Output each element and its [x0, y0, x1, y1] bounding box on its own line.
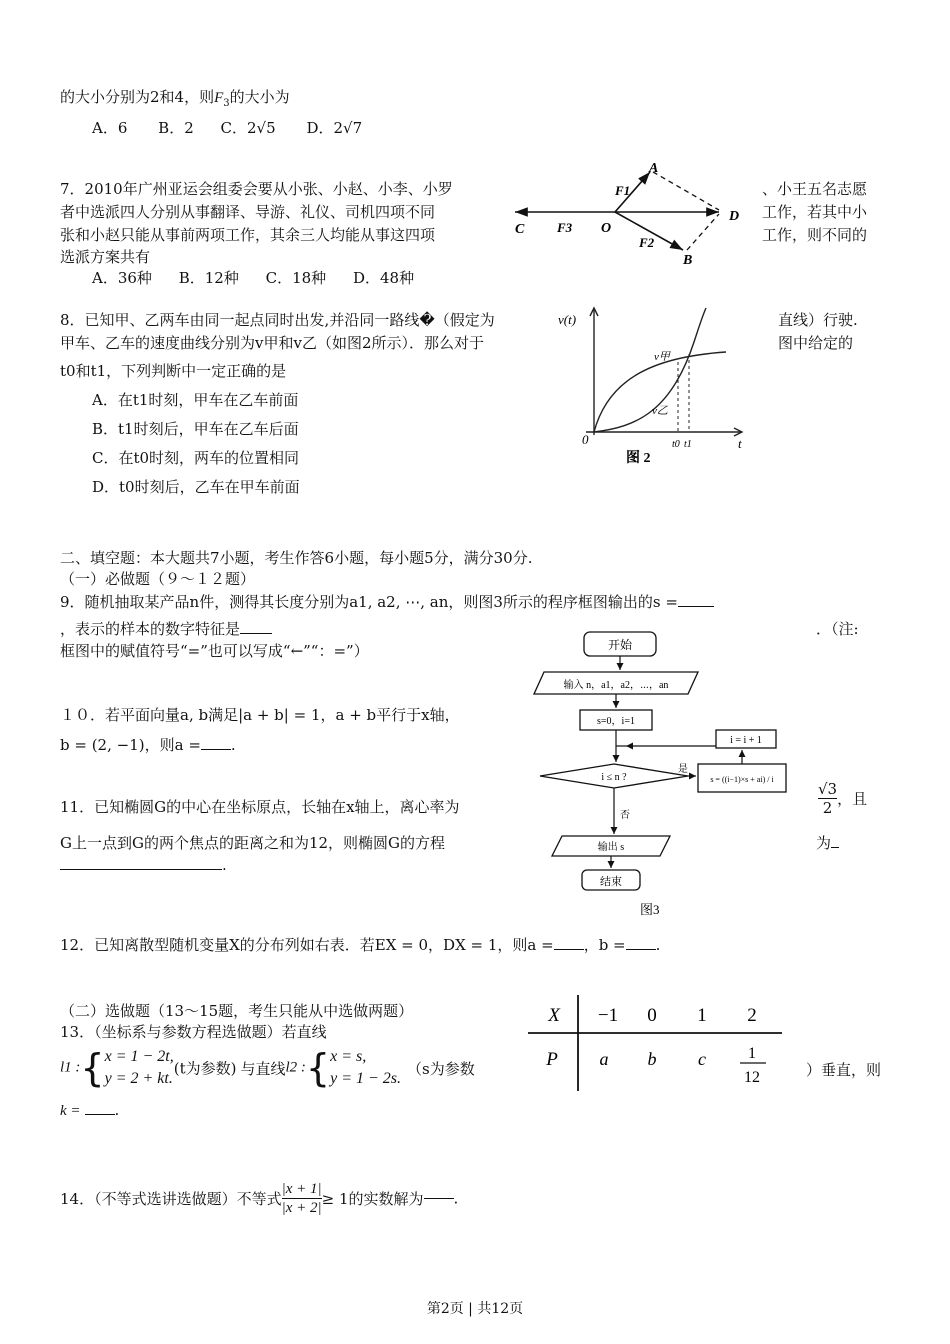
table-header-1: 1 — [697, 1005, 707, 1026]
q13-l1-name: l1 : — [60, 1059, 81, 1076]
q8-line-3: t0和t1，下列判断中一定正确的是 — [60, 362, 287, 380]
graph-label-v-yi: v乙 — [652, 405, 668, 417]
optional-section-title: （二）选做题（13～15题，考生只能从中选做两题） — [60, 1002, 414, 1020]
label-d: D — [729, 209, 740, 224]
q11-line-3 — [60, 856, 227, 874]
q9-line-2-text: ，表示的样本的数字特征是 — [60, 620, 241, 638]
q9-line-1 — [60, 591, 714, 612]
q11-frac-den: 2 — [822, 799, 833, 817]
q11-frac-num: √3 — [818, 780, 838, 798]
graph-label-t1: t1 — [684, 439, 692, 450]
q14-fraction — [282, 1180, 322, 1217]
dashed-ad — [653, 172, 719, 210]
distribution-table — [528, 993, 784, 1093]
q6-stem-end: 的大小为 — [229, 88, 290, 106]
q6-options — [92, 117, 362, 138]
page-footer: 第2页 | 共12页 — [426, 1301, 524, 1317]
q11-line-1: 11．已知椭圆G的中心在坐标原点，长轴在x轴上，离心率为 — [60, 798, 460, 816]
q14-frac-num: |x + 1| — [281, 1181, 322, 1197]
graph-xlabel: t — [738, 436, 742, 451]
q9-blank-1[interactable] — [678, 606, 714, 607]
q13-title: 13．（坐标系与参数方程选做题）若直线 — [60, 1023, 327, 1041]
q7-line-3-right: 工作，则不同的 — [762, 226, 868, 244]
label-f2: F2 — [639, 235, 655, 250]
force-vector-figure — [505, 160, 755, 265]
q12-line — [60, 934, 660, 955]
q6-option-a: A．6 — [92, 119, 128, 137]
curve-v-yi — [594, 308, 706, 432]
flow-no-label: 否 — [620, 810, 630, 821]
q14-end: . — [453, 1189, 459, 1208]
label-f3: F3 — [557, 220, 573, 235]
q13-after: （s为参数 — [407, 1059, 475, 1078]
q11-fraction-group — [818, 780, 867, 817]
section-2-required: （一）必做题（９～１２题） — [60, 570, 256, 588]
q13-blank[interactable] — [85, 1114, 115, 1115]
label-o: O — [601, 221, 612, 236]
q7-option-a: A．36种 — [92, 269, 152, 287]
q11-line-3-end: . — [222, 856, 227, 874]
table-cell-c: c — [698, 1049, 706, 1069]
label-b: B — [683, 253, 693, 265]
q11-line-2-right: 为 — [816, 834, 832, 852]
graph-origin: 0 — [582, 432, 589, 447]
flowchart-figure — [530, 628, 795, 920]
flow-increment-text: i = i + 1 — [730, 735, 762, 746]
q13-equations: l1 :{ x = 1 − 2t, y = 2 + kt. (t为参数) 与直线l2 :{ x = s, y = 1 − 2s. （s为参数 — [60, 1046, 475, 1090]
q13-l2-eq2: y = 1 − 2s. — [330, 1070, 402, 1087]
table-cell-p: P — [546, 1049, 558, 1070]
q12-end: . — [655, 936, 661, 954]
q11-line-2: G上一点到G的两个焦点的距离之和为12，则椭圆G的方程 — [60, 834, 446, 852]
q14-line — [60, 1180, 458, 1217]
q10-line-2-end: . — [230, 736, 236, 754]
q6-option-b: B．2 — [158, 119, 194, 137]
q7-option-b: B．12种 — [178, 269, 239, 287]
q13-l1-param: (t为参数) — [173, 1059, 237, 1078]
q13-l2-name: l2 : — [285, 1059, 306, 1076]
q6-option-c: C．2√5 — [220, 119, 276, 137]
q9-blank-2[interactable] — [240, 633, 272, 634]
q13-l1-system — [105, 1046, 174, 1090]
q8-line-2-right: 图中给定的 — [778, 334, 854, 352]
flow-caption: 图3 — [640, 902, 660, 917]
q10-line-1: １０．若平面向量a, b满足|a + b| = 1，a + b平行于x轴， — [60, 706, 460, 724]
q7-line-4: 选派方案共有 — [60, 248, 151, 266]
table-header-x: X — [548, 1005, 560, 1026]
q14-blank[interactable] — [424, 1198, 454, 1199]
q6-stem-text: 的大小分别为2和4，则 — [60, 88, 215, 106]
q9-line-2 — [60, 618, 272, 639]
flow-end-text: 结束 — [600, 876, 622, 888]
q13-answer-line: k = . — [60, 1101, 120, 1119]
section-2-title: 二、填空题：本大题共7小题，考生作答6小题，每小题5分，满分30分. — [60, 549, 533, 567]
table-header-neg1: −1 — [597, 1005, 619, 1026]
flow-output-text: 输出 s — [597, 842, 625, 853]
graph-label-t0: t0 — [672, 439, 680, 450]
q12-mid: ，b = — [583, 936, 626, 954]
q8-line-1-right: 直线）行驶. — [778, 311, 858, 329]
q11-line-2-right-group — [816, 832, 839, 853]
graph-ylabel: v(t) — [558, 312, 577, 327]
q7-line-2: 者中选派四人分别从事翻译、导游、礼仪、司机四项不同 — [60, 203, 436, 221]
q8-line-1: 8．已知甲、乙两车由同一起点同时出发,并沿同一路线�（假定为 — [60, 311, 495, 329]
table-cell-frac-den: 12 — [744, 1069, 760, 1086]
q12-blank-a[interactable] — [554, 949, 584, 950]
graph-caption: 图 2 — [626, 451, 651, 466]
q13-l2-eq1: x = s, — [330, 1048, 367, 1065]
q13-after-right: ）垂直，则 — [806, 1061, 882, 1079]
q13-k: k = — [60, 1103, 81, 1119]
q7-option-d: D．48种 — [352, 269, 415, 287]
q8-option-b: B．t1时刻后，甲车在乙车后面 — [92, 420, 299, 438]
graph-label-v-jia: v甲 — [654, 351, 670, 363]
flow-init-text: s=0，i=1 — [597, 716, 635, 727]
q11-line-1-end: ，且 — [837, 790, 868, 808]
q6-f3-symbol: F — [214, 90, 224, 106]
q7-line-1-right: 、小王五名志愿 — [762, 180, 868, 198]
dashed-bd — [687, 214, 719, 250]
q9-line-3: 框图中的赋值符号“=”也可以写成“←”“：=”） — [60, 642, 369, 660]
flow-update-text: s = ((i−1)×s + ai) / i — [710, 775, 774, 784]
q11-blank[interactable] — [60, 869, 222, 870]
q6-stem — [60, 86, 290, 109]
q13-l1-eq2: y = 2 + kt. — [104, 1070, 173, 1087]
q10-line-2 — [60, 734, 236, 755]
q8-option-d: D．t0时刻后，乙车在甲车前面 — [92, 478, 300, 496]
q14-text: 14．（不等式选讲选做题）不等式 — [60, 1190, 282, 1208]
q14-frac-den: |x + 2| — [281, 1200, 322, 1216]
table-header-0: 0 — [647, 1005, 657, 1026]
q12-blank-b[interactable] — [626, 949, 656, 950]
q14-relation: ≥ 1的实数解为 — [321, 1190, 424, 1208]
flow-start-text: 开始 — [607, 638, 633, 652]
table-header-2: 2 — [747, 1005, 757, 1026]
label-c: C — [515, 222, 525, 237]
q10-blank[interactable] — [201, 749, 231, 750]
q9-line-1-text: 9．随机抽取某产品n件，测得其长度分别为a1, a2, ⋯, an，则图3所示的程序框图输出的s = — [60, 593, 678, 611]
flow-yes-label: 是 — [678, 764, 688, 775]
q6-f3-subscript: 3 — [223, 98, 230, 109]
q7-options — [92, 267, 414, 288]
label-a: A — [649, 161, 659, 176]
q12-text: 12．已知离散型随机变量X的分布列如右表．若EX = 0，DX = 1，则a = — [60, 936, 554, 954]
flow-condition-text: i ≤ n ? — [601, 772, 627, 783]
q11-eccentricity-fraction — [818, 780, 837, 817]
table-cell-b: b — [647, 1049, 657, 1069]
q8-option-a: A．在t1时刻，甲车在乙车前面 — [92, 391, 299, 409]
velocity-graph-figure — [556, 302, 756, 467]
q10-line-2-text: b = (2, −1)，则a = — [60, 736, 201, 754]
q7-option-c: C．18种 — [265, 269, 327, 287]
q7-line-1: 7．2010年广州亚运会组委会要从小张、小赵、小李、小罗 — [60, 180, 453, 198]
q13-l2-system — [330, 1046, 401, 1090]
table-cell-a: a — [599, 1049, 609, 1069]
q9-line-2-right: ．（注: — [816, 620, 859, 638]
q13-l1-eq1: x = 1 − 2t, — [104, 1048, 174, 1065]
curve-v-jia — [594, 352, 726, 432]
flow-input-text: 输入 n，a1，a2，⋯，an — [563, 680, 669, 691]
q7-line-3: 张和小赵只能从事前两项工作，其余三人均能从事这四项 — [60, 226, 436, 244]
q8-line-2: 甲车、乙车的速度曲线分别为v甲和v乙（如图2所示）．那么对于 — [60, 334, 484, 352]
q7-line-2-right: 工作，若其中小 — [762, 203, 868, 221]
table-cell-frac-num: 1 — [748, 1045, 756, 1062]
q8-option-c: C．在t0时刻，两车的位置相同 — [92, 449, 300, 467]
label-f1: F1 — [615, 183, 631, 198]
q11-blank-start[interactable] — [831, 847, 839, 848]
q6-option-d: D．2√7 — [306, 119, 363, 137]
q13-mid: 与直线 — [240, 1059, 286, 1078]
